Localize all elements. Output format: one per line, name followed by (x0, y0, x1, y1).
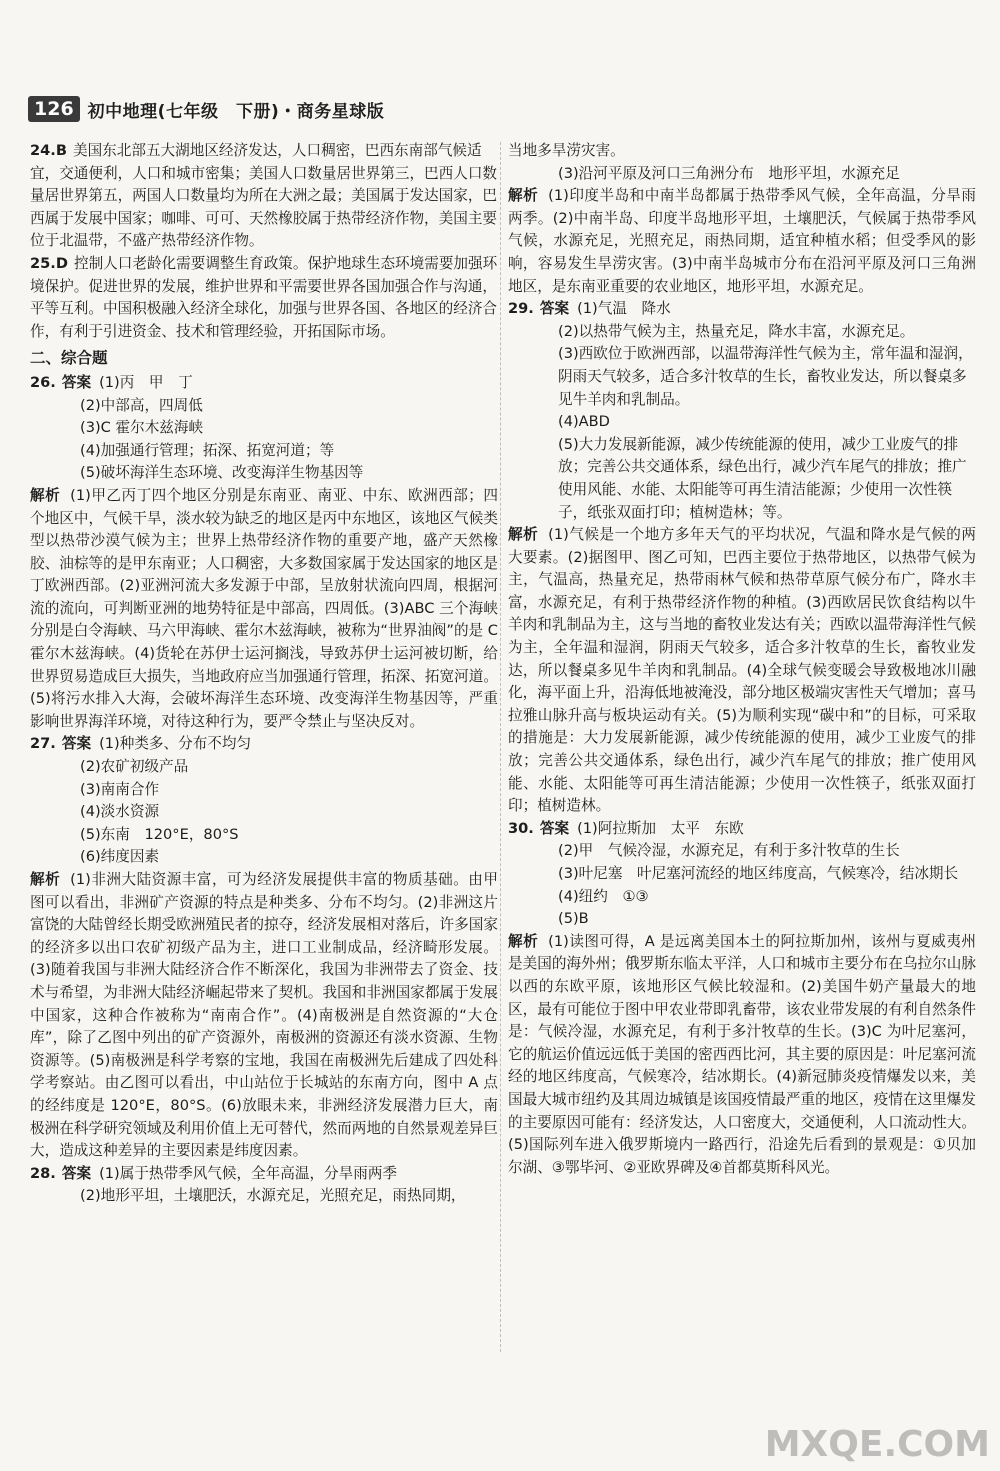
question-number: 29. (508, 300, 534, 318)
explanation (30, 485, 498, 734)
answer-line: (5)东南 120°E，80°S (80, 825, 239, 843)
left-column (30, 140, 498, 1208)
answer-label: 答案 (61, 1164, 92, 1182)
answer-line: (2)地形平坦，土壤肥沃，水源充足，光照充足，雨热同期， (80, 1187, 466, 1205)
explanation (30, 869, 498, 1163)
answer-line: (1)属于热带季风气候，全年高温，分旱雨两季 (99, 1164, 398, 1182)
answer-label: 答案 (539, 819, 570, 837)
explanation-label: 解析 (30, 486, 61, 504)
question-27 (30, 733, 498, 756)
explanation (508, 524, 976, 818)
answer-line: (4)ABD (558, 413, 610, 431)
explanation-text: (1)非洲大陆资源丰富，可为经济发展提供丰富的物质基础。由甲图可以看出，非洲矿产资源的特点是种类多、分布不均匀。(2)非洲这片富饶的大陆曾经长期受欧洲殖民者的掠夺，经济发展相对落后，许多国家的经济多以出口农矿初级产品为主，进口工业制成品，经济畸形发展。(3)随着我国与非洲大陆经济合作不断深化，我国为非洲带去了资金、技术与希望，为非洲大陆经济崛起带来了契机。我国和非洲国家都属于发展中国家，这种合作被称为“南南合作”。(4)南极洲是自然资源的“大仓库”，除了乙图中列出的矿产资源外，南极洲的资源还有淡水资源、生物资源等。(5)南极洲是科学考察的宝地，我国在南极洲先后建成了四处科学考察站。由乙图可以看出，中山站位于长城站的东南方向，图中 A 点的经纬度是 120°E，80°S。(6)放眼未来，非洲经济发展潜力巨大，南极洲在科学研究领域及利用价值上无可替代，然而两地的自然景观差异巨大，造成这种差异的主要因素是纬度因素。 (30, 871, 498, 1160)
answer-line: (3)沿河平原及河口三角洲分布 地形平坦，水源充足 (558, 164, 900, 182)
question-text: 控制人口老龄化需要调整生育政策。保护地球生态环境需要加强环境保护。促进世界的发展，维护世界和平需要世界各国加强合作与沟通，平等互利。中国积极融入经济全球化，加强与世界各国、各地区的经济合作，有利于引进资金、技术和管理经验，开拓国际市场。 (30, 254, 498, 340)
question-25 (30, 253, 498, 343)
question-number: 28. (30, 1164, 56, 1182)
answer-line: (1)阿拉斯加 太平 东欧 (577, 819, 744, 837)
watermark: MXQE.COM (764, 1424, 990, 1465)
answer-line: (1)种类多、分布不均匀 (99, 735, 252, 753)
explanation-label: 解析 (508, 187, 539, 205)
explanation-text: (1)气候是一个地方多年天气的平均状况，气温和降水是气候的两大要素。(2)据图甲、图乙可知，巴西主要位于热带地区，以热带气候为主，气温高，热量充足，热带雨林气候和热带草原气候分布广，降水丰富，水源充足，有利于热带经济作物的种植。(3)西欧居民饮食结构以牛羊肉和乳制品为主，这与当地的畜牧业发达有关；西欧以温带海洋性气候为主，全年温和湿润，阴雨天气较多，适合多汁牧草的生长，畜牧业发达，所以餐桌多见牛羊肉和乳制品。(4)全球气候变暖会导致极地冰川融化，海平面上升，沿海低地被淹没，部分地区极端灾害性天气增加；喜马拉雅山脉升高与板块运动有关。(5)为顺利实现“碳中和”的目标，可采取的措施是：大力发展新能源，减少传统能源的使用，减少工业废气的排放；完善公共交通体系，绿色出行，减少汽车尾气的排放；推广使用风能、水能、太阳能等可再生清洁能源；少使用一次性筷子，纸张双面打印；植树造林。 (508, 526, 976, 815)
question-number: 24.B (30, 142, 67, 159)
explanation-text: (1)甲乙丙丁四个地区分别是东南亚、南亚、中东、欧洲西部；四个地区中，气候干旱，淡水较为缺乏的地区是丙中东地区，该地区气候类型以热带沙漠气候为主；世界上热带经济作物的重要产地，盛产天然橡胶、油棕等的是甲东南亚；人口稠密，大多数国家属于发达国家的地区是丁欧洲西部。(2)亚洲河流大多发源于中部，呈放射状流向四周，根据河流的流向，可判断亚洲的地势特征是中部高，四周低。(3)ABC 三个海峡分别是白令海峡、马六甲海峡、霍尔木兹海峡，被称为“世界油阀”的是 C 霍尔木兹海峡。(4)货轮在苏伊士运河搁浅，导致苏伊士运河被切断，给世界贸易造成巨大损失，当地政府应当加强通行管理，拓深、拓宽河道。(5)将污水排入大海，会破坏海洋生态环境、改变海洋生物基因等，严重影响世界海洋环境，对待这种行为，要严令禁止与坚决反对。 (30, 486, 498, 730)
explanation (508, 931, 976, 1180)
question-text: 美国东北部五大湖地区经济发达，人口稠密，巴西东南部气候适宜，交通便利，人口和城市密集；美国人口数量居世界第三，巴西人口数量居世界第五，两国人口数量均为所在大洲之最；美国属于发达国家，巴西属于发展中国家；咖啡、可可、天然橡胶属于热带经济作物，美国主要位于北温带，不盛产热带经济作物。 (30, 142, 498, 250)
answer-line: (2)中部高，四周低 (80, 396, 203, 414)
question-number: 27. (30, 735, 56, 753)
answer-line: (1)丙 甲 丁 (99, 373, 193, 391)
answer-line: (2)农矿初级产品 (80, 758, 189, 776)
explanation-label: 解析 (508, 932, 539, 950)
answer-line: (3)西欧位于欧洲西部，以温带海洋性气候为主，常年温和湿润，阴雨天气较多，适合多汁牧草的生长，畜牧业发达，所以餐桌多见牛羊肉和乳制品。 (558, 345, 973, 408)
answer-line: (1)气温 降水 (577, 300, 671, 318)
book-title: 初中地理(七年级 下册)・商务星球版 (87, 101, 385, 122)
answer-line: (2)以热带气候为主，热量充足，降水丰富，水源充足。 (558, 322, 915, 340)
answer-line: (4)纽约 ①③ (558, 887, 649, 905)
explanation-text: (1)印度半岛和中南半岛都属于热带季风气候，全年高温，分旱雨两季。(2)中南半岛、印度半岛地形平坦，土壤肥沃，气候属于热带季风气候，水源充足，光照充足，雨热同期，适宜种植水稻；但受季风的影响，容易发生旱涝灾害。(3)中南半岛城市分布在沿河平原及河口三角洲地区，是东南亚重要的农业地区，地形平坦，水源充足。 (508, 187, 976, 295)
answer-line: (6)纬度因素 (80, 848, 160, 866)
page-number: 126 (28, 96, 80, 122)
answer-line: (2)甲 气候冷湿，水源充足，有利于多汁牧草的生长 (558, 842, 900, 860)
answer-label: 答案 (61, 373, 92, 391)
answer-line: (4)加强通行管理；拓深、拓宽河道；等 (80, 441, 335, 459)
question-number: 26. (30, 373, 56, 391)
answer-label: 答案 (61, 735, 92, 753)
explanation-text: (1)读图可得，A 是远离美国本土的阿拉斯加州，该州与夏威夷州是美国的海外州；俄罗斯东临太平洋，人口和城市主要分布在乌拉尔山脉以西的东欧平原，该地形区气候比较湿和。(2)美国牛奶产量最大的地区，最有可能位于图中甲农业带即乳畜带，该农业带发展的有利自然条件是：气候冷湿，水源充足，有利于多汁牧草的生长。(3)C 为叶尼塞河，它的航运价值远远低于美国的密西西比河，其主要的原因是：叶尼塞河流经的地区纬度高，气候寒冷，结冰期长。(4)新冠肺炎疫情爆发以来，美国最大城市纽约及其周边城镇是该国疫情最严重的地区，疫情在这里爆发的主要原因可能有：经济发达，人口密度大，交通便利，人口流动性大。(5)国际列车进入俄罗斯境内一路西行，沿途先后看到的景观是：①贝加尔湖、③鄂毕河、②亚欧界碑及④首都莫斯科风光。 (508, 932, 976, 1176)
answer-line: (5)大力发展新能源，减少传统能源的使用，减少工业废气的排放；完善公共交通体系，绿色出行，减少汽车尾气的排放；推广使用风能、水能、太阳能等可再生清洁能源；少使用一次性筷子，纸张双面打印；植树造林；等。 (558, 435, 967, 521)
answer-line: (5)B (558, 910, 589, 928)
answer-line: (5)破坏海洋生态环境、改变海洋生物基因等 (80, 464, 364, 482)
explanation (508, 185, 976, 298)
answer-continuation: 当地多旱涝灾害。 (508, 142, 625, 159)
question-number: 25.D (30, 254, 68, 272)
question-number: 30. (508, 819, 534, 837)
section-title: 二、综合题 (30, 349, 108, 368)
question-24 (30, 140, 498, 253)
question-26 (30, 372, 498, 395)
page-header (28, 96, 384, 122)
question-29 (508, 298, 976, 321)
answer-label: 答案 (539, 300, 570, 318)
question-28 (30, 1163, 498, 1186)
right-column (508, 140, 976, 1179)
question-30 (508, 818, 976, 841)
column-divider (500, 142, 501, 1352)
answer-line: (4)淡水资源 (80, 803, 160, 821)
explanation-label: 解析 (30, 871, 61, 888)
answer-line: (3)叶尼塞 叶尼塞河流经的地区纬度高，气候寒冷，结冰期长 (558, 865, 959, 882)
answer-line: (3)C 霍尔木兹海峡 (80, 419, 204, 437)
answer-line: (3)南南合作 (80, 780, 160, 798)
explanation-label: 解析 (508, 526, 539, 544)
